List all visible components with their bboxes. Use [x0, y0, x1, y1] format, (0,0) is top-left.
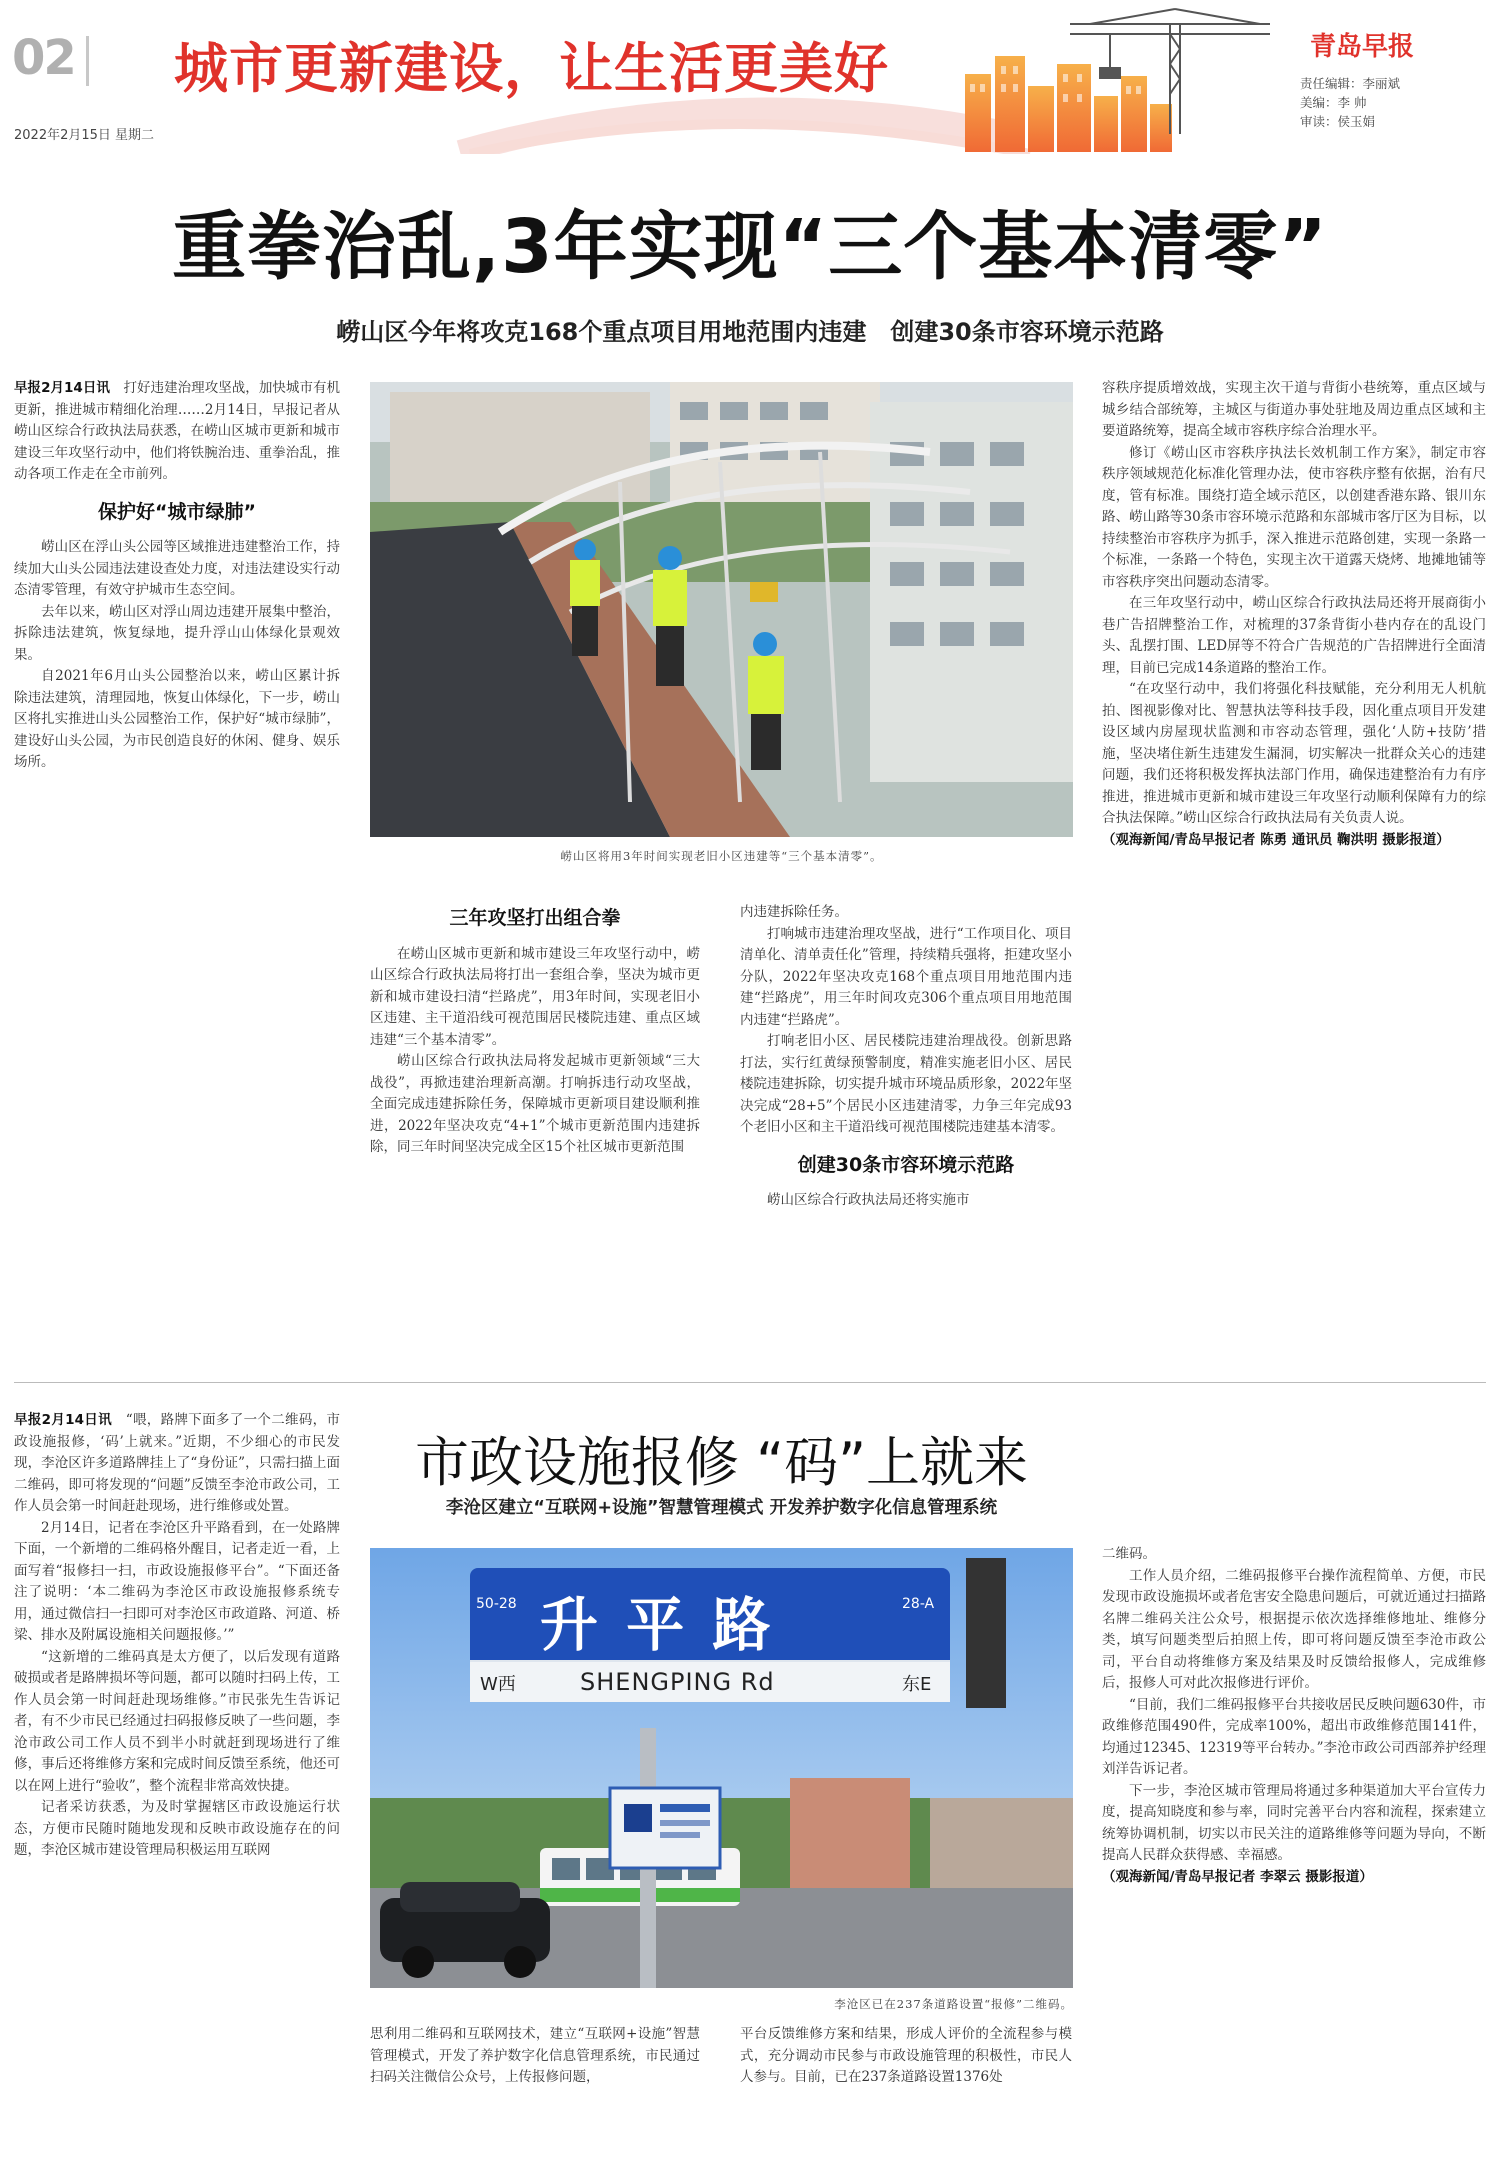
paragraph: 内违建拆除任务。: [740, 904, 848, 920]
paragraph: 去年以来，崂山区对浮山周边违建开展集中整治，拆除违法建筑，恢复绿地，提升浮山山体绿化景观效果。: [14, 603, 340, 663]
section-title: 城市更新建设，让生活更美好: [174, 36, 889, 100]
sign-east: 东E: [902, 1674, 932, 1695]
dateline-paragraph: [14, 378, 340, 486]
dateline: 早报2月14日讯: [14, 1412, 112, 1428]
sign-number-right: 28-A: [902, 1596, 935, 1612]
paragraph: 下一步，李沧区城市管理局将通过多种渠道加大平台宣传力度，提高知晓度和参与率，同时完善平台内容和流程，探索建立统筹协调机制，切实以市民关注的道路维修等问题为导向，不断提高人民群众获得感、幸福感。: [1102, 1782, 1486, 1863]
article1-photo: [370, 382, 1073, 837]
article2-column-3: [740, 2024, 1072, 2152]
article2-column-2: [370, 2024, 700, 2152]
paragraph: 打响城市违建治理攻坚战，进行“工作项目化、项目清单化、清单责任化”管理，持续精兵强将，拒建攻坚小分队，2022年坚决攻克168个重点项目用地范围内违建“拦路虎”，用三年时间攻克306个重点项目用地范围内违建“拦路虎”。: [740, 925, 1072, 1028]
sign-number-left: 50-28: [476, 1596, 517, 1612]
article1-column-4: [1102, 378, 1486, 1360]
sign-road-name: 升 平 路: [540, 1591, 775, 1659]
paragraph: 崂山区在浮山头公园等区域推进违建整治工作，持续加大山头公园违法建设查处力度，对违法建设实行动态清零管理，有效守护城市生态空间。: [14, 539, 340, 598]
paragraph: 自2021年6月山头公园整治以来，崂山区累计拆除违法建筑，清理园地，恢复山体绿化，下一步，崂山区将扎实推进山头公园整治工作，保护好“城市绿肺”，建设好山头公园，为市民创造良好的休闲、健身、娱乐场所。: [14, 668, 340, 770]
dateline: 早报2月14日讯: [14, 380, 110, 396]
paragraph: “这新增的二维码真是太方便了，以后发现有道路破损或者是路牌损坏等问题，都可以随时扫码上传，工作人员会第一时间赶赴现场维修。”市民张先生告诉记者，有不少市民已经通过扫码报修反映了一些问题，李沧市政公司工作人员不到半小时就赶到现场进行了维修，事后还将维修方案和完成时间反馈至系统，他还可以在网上进行“验收”，整个流程非常高效快捷。: [14, 1648, 340, 1794]
paragraph-text: “喂，路牌下面多了一个二维码，市政设施报修，‘码’上就来。”近期，不少细心的市民发现，李沧区许多道路牌挂上了“身份证”，只需扫描上面二维码，即可将发现的“问题”反馈至李沧市政公司，工作人员会第一时间赶赴现场，进行维修或处置。: [14, 1412, 340, 1514]
article2-column-1: [14, 1410, 340, 2152]
editor-line: 责任编辑：李丽斌: [1300, 76, 1401, 91]
paragraph: 容秩序提质增效战，实现主次干道与背街小巷统筹，重点区域与城乡结合部统筹，主城区与街道办事处驻地及周边重点区域和主要道路统筹，提高全域市容秩序综合治理水平。: [1102, 380, 1486, 439]
article2-photo-caption: 李沧区已在237条道路设置“报修”二维码。: [834, 1997, 1073, 2011]
paragraph: 修订《崂山区市容秩序执法长效机制工作方案》，制定市容秩序领域规范化标准化管理办法，使市容秩序整有依据，治有尺度，管有标准。围绕打造全域示范区，以创建香港东路、银川东路、崂山路等30条市容环境示范路和东部城市客厅区为目标，以持续整治市容秩序为抓手，深入推进示范路创建，实现一条路一个标准，一条路一个特色，实现主次干道露天烧烤、地摊地铺等市容秩序突出问题动态清零。: [1102, 444, 1486, 590]
article2-headline: 市政设施报修 “码”上就来: [414, 1431, 1029, 1494]
paragraph: 打响老旧小区、居民楼院违建治理战役。创新思路打法，实行红黄绿预警制度，精准实施老旧小区、居民楼院违建拆除，切实提升城市环境品质形象，2022年坚决完成“28+5”个居民小区违建清零，力争三年完成93个老旧小区和主干道沿线可视范围楼院违建基本清零。: [740, 1033, 1072, 1135]
sign-west: W西: [480, 1674, 516, 1695]
editor-line: 审读：侯玉娟: [1300, 114, 1376, 129]
subhead: 创建30条市容环境示范路: [797, 1153, 1015, 1176]
editors-block: [1300, 74, 1400, 131]
editor-line: 美编：李 帅: [1300, 95, 1367, 110]
issue-date: 2022年2月15日 星期二: [14, 128, 155, 143]
dateline-paragraph: [14, 1410, 340, 1518]
sign-pinyin: SHENGPING Rd: [580, 1668, 775, 1696]
paragraph: 在崂山区城市更新和城市建设三年攻坚行动中，崂山区综合行政执法局将打出一套组合拳，坚决为城市更新和城市建设扫清“拦路虎”，用3年时间，实现老旧小区违建、主干道沿线可视范围居民楼院违建、重点区域违建“三个基本清零”。: [370, 945, 700, 1048]
article1-headline: 重拳治乱,3年实现“三个基本清零”: [172, 204, 1328, 290]
paragraph: 工作人员介绍，二维码报修平台操作流程简单、方便，市民发现市政设施损坏或者危害安全隐患问题后，可就近通过扫描路名牌二维码关注公众号，根据提示依次选择维修地址、维修分类，填写问题类型后拍照上传，即可将问题反馈至李沧市政公司，平台自动将维修方案及结果及时反馈给报修人，完成维修后，报修人可对此次报修进行评价。: [1102, 1567, 1486, 1691]
article2-column-4: [1102, 1544, 1486, 2152]
paragraph: 思利用二维码和互联网技术，建立“互联网+设施”智慧管理模式，开发了养护数字化信息管理系统，市民通过扫码关注微信公众号，上传报修问题，: [370, 2026, 700, 2085]
paragraph: 崂山区综合行政执法局将发起城市更新领域“三大战役”，再掀违建治理新高潮。打响拆违行动攻坚战，全面完成违建拆除任务，保障城市更新项目建设顺利推进，2022年坚决攻克“4+1”个城市更新范围内违建拆除，同三年时间坚决完成全区15个社区城市更新范围: [370, 1053, 700, 1155]
byline: （观海新闻/青岛早报记者 陈勇 通讯员 鞠洪明 摄影报道）: [1102, 831, 1450, 848]
article1-column-2: [370, 902, 700, 1360]
article2-subheadline: 李沧区建立“互联网+设施”智慧管理模式 开发养护数字化信息管理系统: [445, 1498, 998, 1518]
paper-logo: 青岛早报: [1310, 32, 1415, 62]
article1-column-1: [14, 378, 340, 1360]
byline: （观海新闻/青岛早报记者 李翠云 摄影报道）: [1102, 1868, 1373, 1885]
paragraph: 平台反馈维修方案和结果，形成人评价的全流程参与模式，充分调动市民参与市政设施管理的积极性，市民人人参与。目前，已在237条道路设置1376处: [740, 2026, 1072, 2085]
article-divider: [14, 1382, 1486, 1383]
paragraph: 崂山区综合行政执法局还将实施市: [767, 1192, 970, 1208]
paragraph: 在三年攻坚行动中，崂山区综合行政执法局还将开展商街小巷广告招牌整治工作，对梳理的37条背街小巷内存在的乱设门头、乱摆打围、LED屏等不符合广告规范的广告招牌进行全面清理，目前已完成14条道路的整治工作。: [1102, 595, 1486, 676]
article1-column-3: [740, 902, 1072, 1360]
article2-photo: [370, 1548, 1073, 1988]
article1-subheadline: 崂山区今年将攻克168个重点项目用地范围内违建 创建30条市容环境示范路: [336, 318, 1164, 346]
paragraph: “在攻坚行动中，我们将强化科技赋能，充分利用无人机航拍、图视影像对比、智慧执法等科技手段，因化重点项目开发建设区域内房屋现状监测和市容动态管理，强化‘人防+技防’措施，坚决堵住新生违建发生漏洞，切实解决一批群众关心的违建问题，我们还将积极发挥执法部门作用，确保违建整治有力有序推进，推进城市更新和城市建设三年攻坚行动顺利保障有力的综合执法保障。”崂山区综合行政执法局有关负责人说。: [1102, 681, 1486, 826]
paragraph: 二维码。: [1102, 1546, 1156, 1562]
paragraph: 记者采访获悉，为及时掌握辖区市政设施运行状态，方便市民随时随地发现和反映市政设施存在的问题，李沧区城市建设管理局积极运用互联网: [14, 1799, 340, 1858]
paragraph: 2月14日，记者在李沧区升平路看到，在一处路牌下面，一个新增的二维码格外醒目，记者走近一看，上面写着“报修扫一扫，市政设施报修平台”。“下面还备注了说明：‘本二维码为李沧区市政设施报修系统专用，通过微信扫一扫即可对李沧区市政道路、河道、桥梁、排水及附属设施相关问题报修。’”: [14, 1519, 340, 1643]
page-number-divider: [86, 36, 89, 86]
subhead: 保护好“城市绿肺”: [98, 500, 256, 523]
article1-photo-caption: 崂山区将用3年时间实现老旧小区违建等“三个基本清零”。: [560, 849, 883, 863]
page-number: 02: [12, 30, 75, 86]
paragraph: “目前，我们二维码报修平台共接收居民反映问题630件，市政维修范围490件，完成率100%，超出市政维修范围141件，均通过12345、12319等平台转办。”李沧市政公司西部养护经理刘洋告诉记者。: [1102, 1696, 1486, 1777]
subhead: 三年攻坚打出组合拳: [449, 907, 621, 929]
paragraph-text: 打好违建治理攻坚战，加快城市有机更新，推进城市精细化治理……2月14日，早报记者从崂山区综合行政执法局获悉，在崂山区城市更新和城市建设三年攻坚行动中，他们将铁腕治违、重拳治乱，推动各项工作走在全市前列。: [14, 380, 340, 482]
